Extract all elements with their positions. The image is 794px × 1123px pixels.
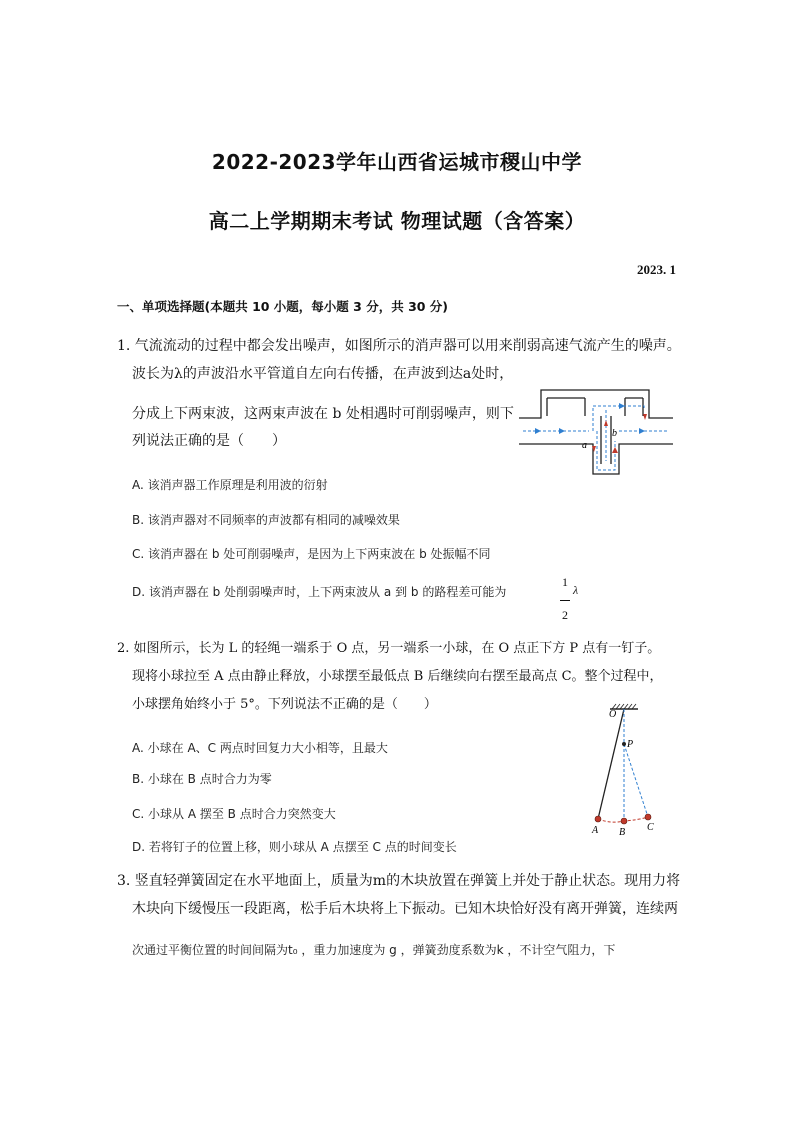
- label-B: B: [619, 827, 626, 838]
- fraction-denominator: 2: [562, 608, 568, 622]
- q3-line-3: 次通过平衡位置的时间间隔为t₀ ，重力加速度为 g ，弹簧劲度系数为k ，不计空气阻力，下: [132, 943, 616, 957]
- q1-line-4: 列说法正确的是（ ）: [132, 433, 286, 449]
- q1-line-1: 1. 气流流动的过程中都会发出噪声，如图所示的消声器可以用来削弱高速气流产生的噪声。: [117, 338, 681, 354]
- fraction-one-half: [560, 575, 570, 623]
- exam-date: 2023. 1: [637, 262, 676, 277]
- q2-line-2: 现将小球拉至 A 点由静止释放，小球摆至最低点 B 后继续向右摆至最高点 C。整个过程中，: [132, 669, 663, 684]
- muffler-figure: [519, 386, 675, 478]
- q1-option-a: A. 该消声器工作原理是利用波的衍射: [132, 478, 328, 492]
- q1-option-d: D. 该消声器在 b 处削弱噪声时，上下两束波从 a 到 b 的路程差可能为: [132, 585, 507, 599]
- q3-line-2: 木块向下缓慢压一段距离，松手后木块将上下振动。已知木块恰好没有离开弹簧，连续两: [132, 901, 678, 917]
- lambda-symbol: λ: [573, 583, 579, 597]
- title-line-2: 高二上学期期末考试 物理试题（含答案）: [208, 209, 586, 233]
- q2-line-1: 2. 如图所示，长为 L 的轻绳一端系于 O 点，另一端系一小球，在 O 点正下方 P 点有一钉子。: [117, 641, 661, 656]
- q1-line-2: 波长为λ的声波沿水平管道自左向右传播，在声波到达a处时，: [132, 366, 514, 382]
- label-A: A: [592, 825, 599, 836]
- q1-option-b: B. 该消声器对不同频率的声波都有相同的减噪效果: [132, 513, 400, 527]
- q2-line-3: 小球摆角始终小于 5°。下列说法不正确的是（ ）: [132, 697, 437, 712]
- label-P: P: [627, 739, 634, 750]
- q2-option-b: B. 小球在 B 点时合力为零: [132, 772, 272, 786]
- q1-option-c: C. 该消声器在 b 处可削弱噪声，是因为上下两束波在 b 处振幅不同: [132, 547, 491, 561]
- q2-option-c: C. 小球从 A 摆至 B 点时合力突然变大: [132, 807, 336, 821]
- pendulum-figure: [586, 700, 662, 838]
- label-O: O: [609, 709, 617, 720]
- q1-line-3: 分成上下两束波，这两束声波在 b 处相遇时可削弱噪声，则下: [132, 406, 514, 422]
- figure-label-a: a: [582, 440, 587, 451]
- q3-line-1: 3. 竖直轻弹簧固定在水平地面上，质量为m的木块放置在弹簧上并处于静止状态。现用力将: [117, 873, 681, 889]
- q2-option-d: D. 若将钉子的位置上移，则小球从 A 点摆至 C 点的时间变长: [132, 840, 457, 854]
- fraction-bar: [560, 600, 570, 601]
- title-line-1: 2022-2023学年山西省运城市稷山中学: [211, 150, 583, 174]
- q2-option-a: A. 小球在 A、C 两点时回复力大小相等，且最大: [132, 741, 388, 755]
- fraction-numerator: 1: [562, 575, 568, 589]
- figure-label-b: b: [612, 428, 617, 439]
- label-C: C: [647, 822, 654, 833]
- section-heading: 一、单项选择题(本题共 10 小题，每小题 3 分，共 30 分): [117, 299, 449, 314]
